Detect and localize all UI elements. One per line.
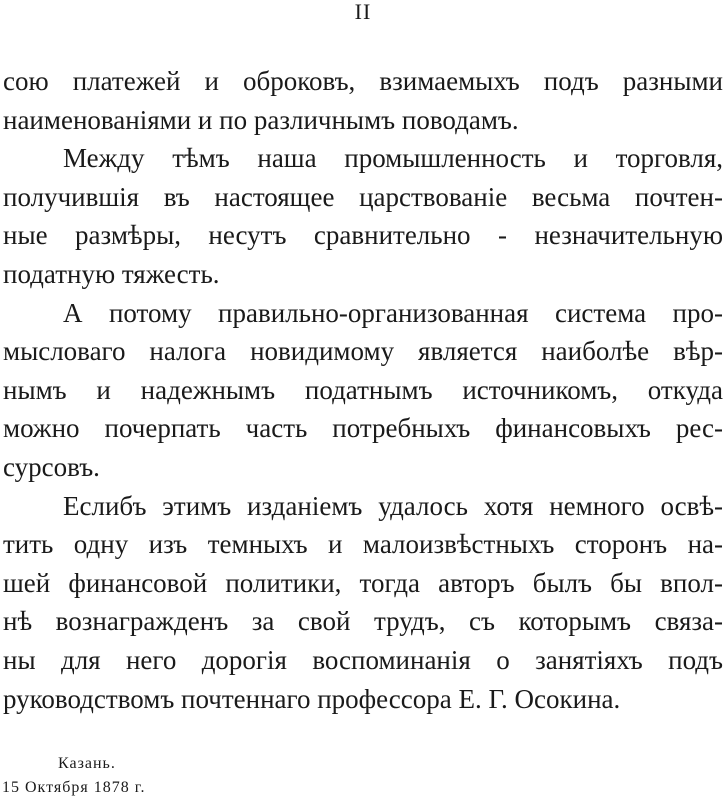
paragraph (3, 139, 723, 293)
body-text (3, 62, 723, 718)
text-line: ны для него дорогія воспоминанія о занятіяхъ подъ (3, 644, 723, 675)
paragraph (3, 487, 723, 719)
text-line: руководствомъ почтеннаго профессора Е. Г. Осокина. (3, 683, 621, 714)
page-number: II (354, 0, 372, 24)
text-line: шей финансовой политики, тогда авторъ былъ бы впол- (3, 567, 723, 598)
paragraph (3, 294, 723, 487)
text-line: наименованіями и по различнымъ поводамъ. (3, 104, 519, 135)
text-line: сурсовъ. (3, 451, 100, 482)
paragraph (3, 62, 723, 139)
text-line: нѣ вознагражденъ за свой трудъ, съ которымъ связа- (3, 606, 723, 637)
text-line: получившія въ настоящее царствованіе весьма почтен- (3, 181, 723, 212)
text-line: мысловаго налога новидимому является наиболѣе вѣр- (3, 336, 723, 367)
text-line: податную тяжесть. (3, 258, 220, 289)
text-line: ные размѣры, несутъ сравнительно - незначительную (3, 220, 723, 251)
text-line: тить одну изъ темныхъ и малоизвѣстныхъ сторонъ на- (3, 529, 723, 560)
signature-city: Казань. (58, 755, 116, 772)
text-line: А потому правильно-организованная система про- (63, 297, 723, 328)
text-line: нымъ и надежнымъ податнымъ источникомъ, откуда (3, 374, 723, 405)
text-line: сою платежей и оброковъ, взимаемыхъ подъ разными (3, 66, 723, 96)
signature-date: 15 Октября 1878 г. (2, 779, 146, 796)
text-line: Между тѣмъ наша промышленность и торговля, (63, 143, 723, 174)
text-line: можно почерпать часть потребныхъ финансовыхъ рес- (3, 413, 723, 444)
text-line: Еслибъ этимъ изданіемъ удалось хотя немного освѣ- (63, 490, 723, 521)
